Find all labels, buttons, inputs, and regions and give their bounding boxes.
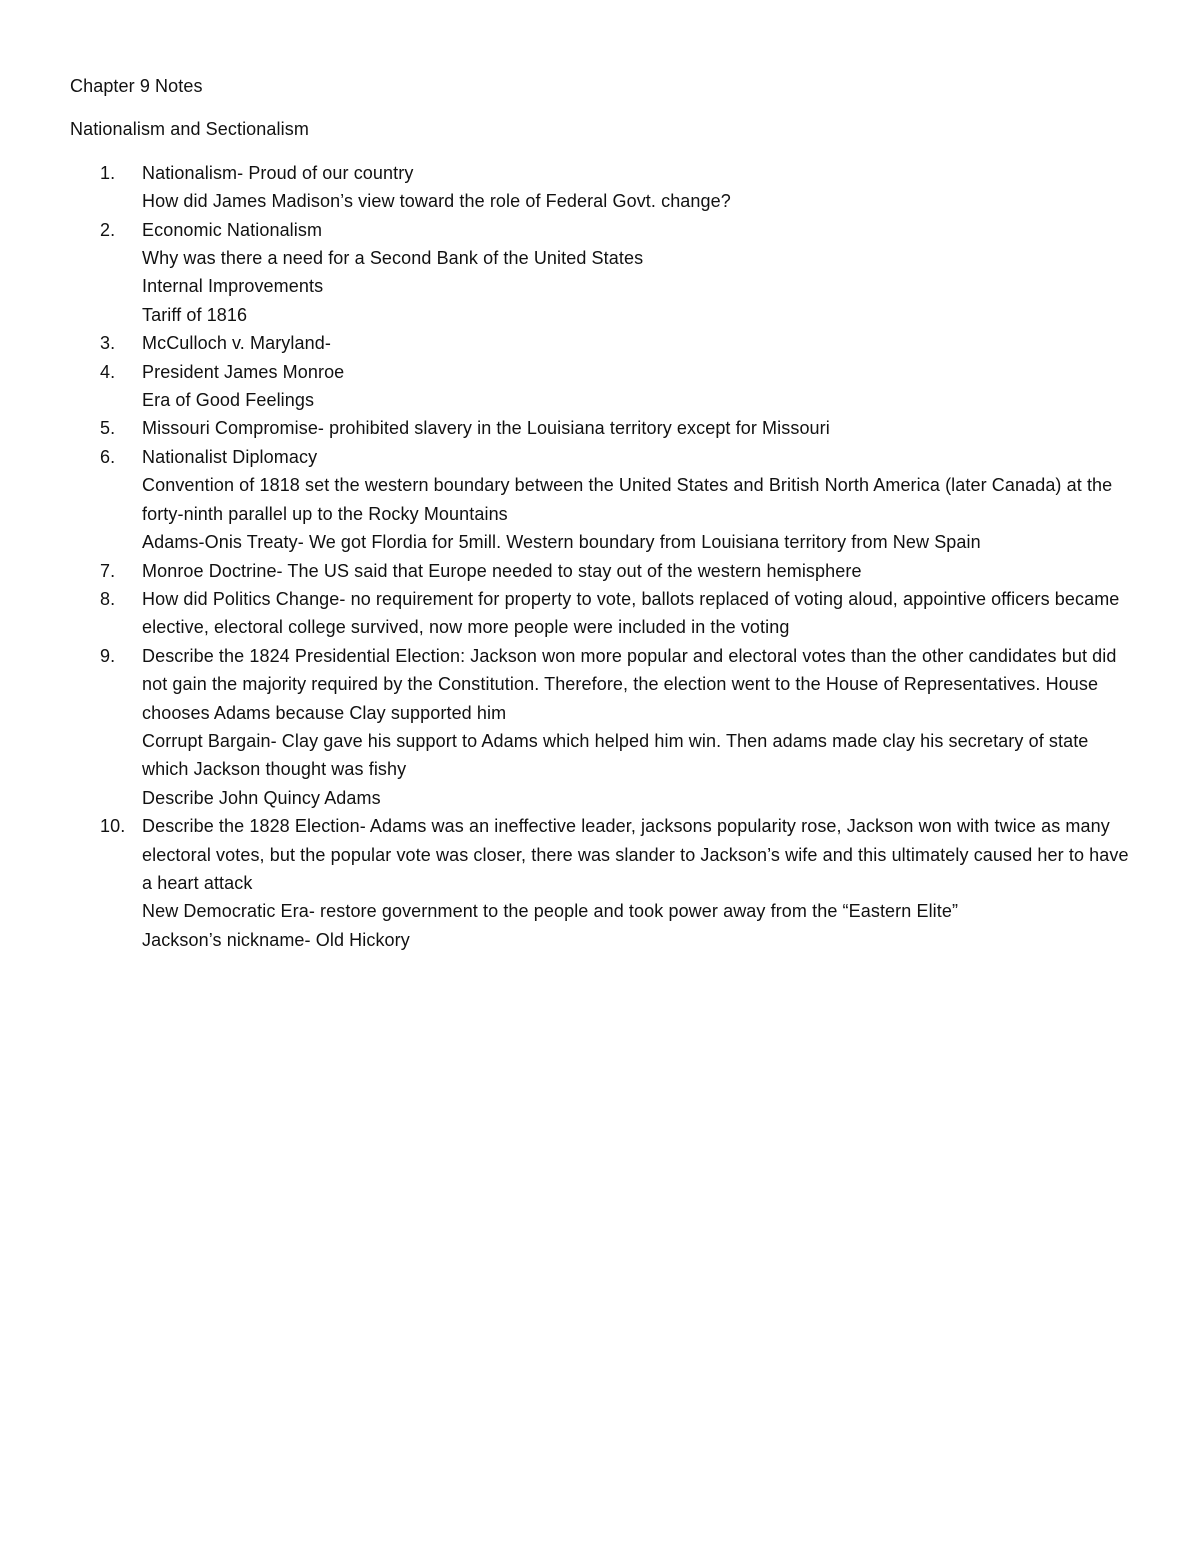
notes-list (70, 159, 1140, 954)
list-item-text: Internal Improvements (142, 276, 324, 297)
list-item-number: 5. (100, 418, 116, 439)
list-item-text: Monroe Doctrine- The US said that Europe needed to stay out of the western hemisphere (142, 560, 862, 581)
list-item (70, 585, 1140, 642)
list-item-number: 3. (100, 333, 116, 354)
section-heading: Nationalism and Sectionalism (70, 119, 309, 140)
list-item-text: Convention of 1818 set the western boundary between the United States and British North America (later Canada) at the forty-ninth parallel up to the Rocky Mountains (142, 475, 1113, 524)
list-item-text: Economic Nationalism (142, 219, 323, 240)
list-item-text: President James Monroe (142, 361, 345, 382)
list-item (70, 216, 1140, 330)
list-item-text: Adams-Onis Treaty- We got Flordia for 5mill. Western boundary from Louisiana territory from New Spain (142, 532, 981, 553)
list-item (70, 414, 1140, 442)
list-item-number: 9. (100, 645, 116, 666)
list-item (70, 159, 1140, 216)
list-item (70, 329, 1140, 357)
list-item-text: Describe the 1824 Presidential Election: Jackson won more popular and electoral votes than the other candidates but did not gain the majority required by the Constitution. Therefore, the election went to the House of Representatives. House chooses Adams because Clay supported him (142, 645, 1117, 723)
page-title: Chapter 9 Notes (70, 76, 203, 96)
list-item-number: 10. (100, 816, 126, 837)
list-item-text: Corrupt Bargain- Clay gave his support to Adams which helped him win. Then adams made clay his secretary of state which Jackson thought was fishy (142, 730, 1089, 780)
list-item-text: How did James Madison’s view toward the role of Federal Govt. change? (142, 191, 731, 212)
list-item-text: Describe John Quincy Adams (142, 787, 381, 808)
list-item-number: 6. (100, 446, 116, 467)
document-body (70, 72, 1140, 954)
list-item-text: Tariff of 1816 (142, 304, 248, 325)
list-item (70, 443, 1140, 557)
list-item (70, 812, 1140, 954)
list-item (70, 557, 1140, 585)
list-item (70, 642, 1140, 812)
list-item-text: Missouri Compromise- prohibited slavery in the Louisiana territory except for Missouri (142, 418, 830, 439)
list-item-number: 7. (100, 560, 116, 581)
list-item (70, 358, 1140, 415)
list-item-text: Era of Good Feelings (142, 390, 315, 411)
list-item-number: 1. (100, 162, 116, 183)
list-item-text: Nationalist Diplomacy (142, 446, 318, 467)
list-item-number: 8. (100, 588, 116, 609)
list-item-number: 2. (100, 219, 116, 240)
list-item-text: How did Politics Change- no requirement for property to vote, ballots replaced of voting aloud, appointive officers became elective, electoral college survived, now more people were included in the voting (142, 588, 1120, 638)
list-item-text: Describe the 1828 Election- Adams was an ineffective leader, jacksons popularity rose, Jackson won with twice as many electoral votes, but the popular vote was closer, there was slander to Jackson’s wife and this ultimately caused her to have a heart attack (142, 816, 1129, 893)
list-item-number: 4. (100, 361, 116, 382)
list-item-text: Why was there a need for a Second Bank of the United States (142, 248, 644, 269)
list-item-text: Nationalism- Proud of our country (142, 162, 414, 183)
list-item-text: McCulloch v. Maryland- (142, 333, 331, 354)
list-item-text: New Democratic Era- restore government to the people and took power away from the “Eastern Elite” (142, 901, 959, 922)
list-item-text: Jackson’s nickname- Old Hickory (142, 929, 410, 950)
